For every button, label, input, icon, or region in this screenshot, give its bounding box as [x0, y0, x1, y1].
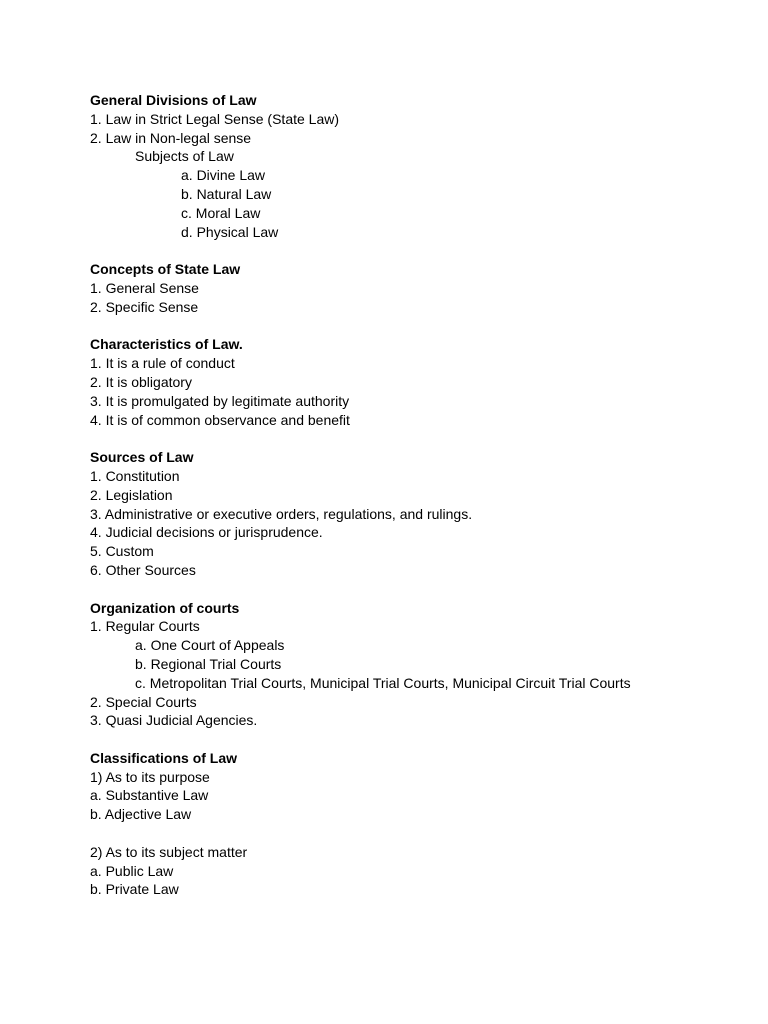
section-heading: General Divisions of Law: [90, 92, 257, 108]
list-item: b. Adjective Law: [90, 806, 192, 823]
section-heading: Organization of courts: [90, 599, 240, 616]
document-section: [90, 448, 748, 580]
list-item: 1. General Sense: [90, 279, 199, 296]
section-gap: [90, 317, 748, 336]
document-section: [90, 91, 748, 241]
list-item: c. Moral Law: [181, 204, 261, 221]
document-section: [90, 749, 748, 824]
list-item: d. Physical Law: [181, 223, 279, 240]
section-gap: [90, 241, 748, 260]
list-item: 1. Constitution: [90, 467, 180, 484]
list-item: 1. Regular Courts: [90, 618, 200, 635]
list-item: a. Public Law: [90, 862, 174, 879]
list-item: 3. Administrative or executive orders, regulations, and rulings.: [90, 505, 473, 522]
document-section: [90, 599, 748, 731]
list-item: b. Private Law: [90, 881, 179, 898]
list-item: 2. It is obligatory: [90, 373, 192, 390]
section-heading: Classifications of Law: [90, 749, 238, 766]
list-item: 1. It is a rule of conduct: [90, 355, 235, 372]
section-heading: Characteristics of Law.: [90, 336, 243, 353]
section-heading: Sources of Law: [90, 449, 194, 466]
document-section: [90, 843, 748, 899]
section-gap: [90, 580, 748, 599]
section-heading: Concepts of State Law: [90, 261, 241, 278]
document-section: [90, 335, 748, 429]
list-item: 4. It is of common observance and benefit: [90, 411, 350, 428]
list-item: a. Substantive Law: [90, 787, 209, 804]
list-item: 2. Law in Non-legal sense: [90, 129, 252, 146]
list-item: b. Regional Trial Courts: [135, 655, 282, 672]
list-item: a. Divine Law: [181, 167, 266, 184]
document-section: [90, 260, 748, 316]
list-item: Subjects of Law: [135, 148, 234, 165]
list-item: 2. Special Courts: [90, 693, 197, 710]
list-item: 2. Legislation: [90, 486, 173, 503]
list-item: 2. Specific Sense: [90, 298, 199, 315]
section-gap: [90, 730, 748, 749]
list-item: 6. Other Sources: [90, 561, 196, 578]
list-item: 4. Judicial decisions or jurisprudence.: [90, 524, 323, 541]
document-content: [90, 91, 748, 899]
section-gap: [90, 824, 748, 843]
list-item: 3. It is promulgated by legitimate authority: [90, 392, 350, 409]
section-gap: [90, 429, 748, 448]
list-item: 1) As to its purpose: [90, 768, 210, 785]
list-item: 5. Custom: [90, 543, 154, 560]
list-item: a. One Court of Appeals: [135, 637, 285, 654]
list-item: c. Metropolitan Trial Courts, Municipal Trial Courts, Municipal Circuit Trial Courts: [135, 674, 631, 691]
list-item: 3. Quasi Judicial Agencies.: [90, 712, 258, 729]
list-item: b. Natural Law: [181, 185, 272, 202]
list-item: 1. Law in Strict Legal Sense (State Law): [90, 110, 340, 127]
list-item: 2) As to its subject matter: [90, 843, 248, 860]
